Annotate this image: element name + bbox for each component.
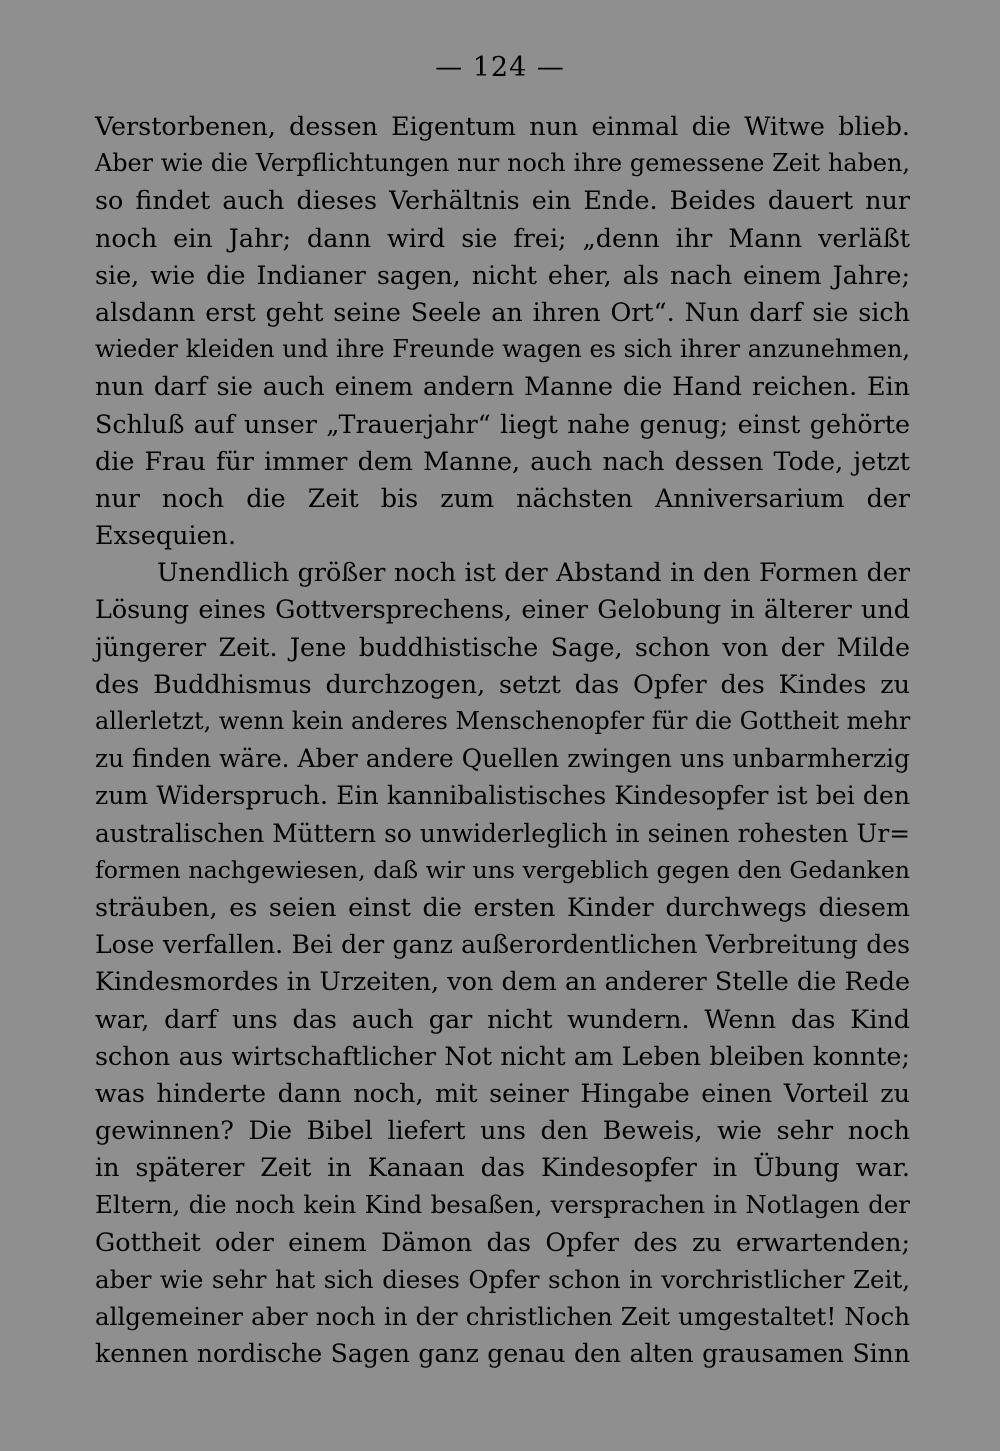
text-line: in späterer Zeit in Kanaan das Kindesopfer in Übung war. xyxy=(95,1152,910,1183)
text-line: Unendlich größer noch ist der Abstand in den Formen der xyxy=(157,557,910,588)
text-line: sträuben, es seien einst die ersten Kinder durchwegs diesem xyxy=(95,891,910,922)
text-line: zu finden wäre. Aber andere Quellen zwingen uns unbarmherzig xyxy=(95,744,910,774)
text-line: zum Widerspruch. Ein kannibalistisches Kindesopfer ist bei den xyxy=(95,781,910,811)
text-line: Aber wie die Verpflichtungen nur noch ihre gemessene Zeit haben, xyxy=(95,149,910,178)
text-line: Lösung eines Gottversprechens, einer Gelobung in älterer und xyxy=(95,594,910,625)
text-line: noch ein Jahr; dann wird sie frei; „denn ihr Mann verläßt xyxy=(95,222,910,253)
text-line: allgemeiner aber noch in der christlichen Zeit umgestaltet! Noch xyxy=(95,1302,910,1331)
text-line: Eltern, die noch kein Kind besaßen, versprachen in Notlagen der xyxy=(95,1190,910,1220)
text-line: wieder kleiden und ihre Freunde wagen es sich ihrer anzunehmen, xyxy=(95,335,910,364)
text-line: australischen Müttern so unwiderleglich in seinen rohesten Ur= xyxy=(95,818,910,848)
text-line: Lose verfallen. Bei der ganz außerordentlichen Verbreitung des xyxy=(95,930,910,960)
text-line: schon aus wirtschaftlicher Not nicht am Leben bleiben konnte; xyxy=(95,1040,910,1071)
page-number: — 124 — xyxy=(435,52,565,83)
text-line: was hinderte dann noch, mit seiner Hingabe einen Vorteil zu xyxy=(95,1077,910,1108)
text-line: Schluß auf unser „Trauerjahr“ liegt nahe genug; einst gehörte xyxy=(95,408,910,439)
text-line: nun darf sie auch einem andern Manne die Hand reichen. Ein xyxy=(95,371,910,402)
text-line: gewinnen? Die Bibel liefert uns den Beweis, wie sehr noch xyxy=(95,1115,910,1146)
text-line: die Frau für immer dem Manne, auch nach dessen Tode, jetzt xyxy=(95,445,910,476)
text-line: kennen nordische Sagen ganz genau den alten grausamen Sinn xyxy=(95,1339,910,1369)
text-line: Kindesmordes in Urzeiten, von dem an anderer Stelle die Rede xyxy=(95,966,910,997)
text-line: aber wie sehr hat sich dieses Opfer schon in vorchristlicher Zeit, xyxy=(95,1264,910,1294)
text-line: des Buddhismus durchzogen, setzt das Opfer des Kindes zu xyxy=(95,668,910,699)
text-line: so findet auch dieses Verhältnis ein Ende. Beides dauert nur xyxy=(95,185,910,216)
text-line: allerletzt, wenn kein anderes Menschenopfer für die Gottheit mehr xyxy=(95,707,911,735)
text-line: alsdann erst geht seine Seele an ihren Ort“. Nun darf sie sich xyxy=(95,296,910,327)
text-line: Exsequien. xyxy=(95,520,237,551)
text-line: Verstorbenen, dessen Eigentum nun einmal die Witwe blieb. xyxy=(95,111,910,141)
body-text xyxy=(95,108,910,1372)
text-line: formen nachgewiesen, daß wir uns vergeblich gegen den Gedanken xyxy=(95,855,910,884)
text-line: war, darf uns das auch gar nicht wundern. Wenn das Kind xyxy=(95,1003,910,1034)
text-line: Gottheit oder einem Dämon das Opfer des zu erwartenden; xyxy=(95,1226,910,1257)
text-line: sie, wie die Indianer sagen, nicht eher, als nach einem Jahre; xyxy=(95,259,910,290)
text-line: nur noch die Zeit bis zum nächsten Anniversarium der xyxy=(95,482,910,513)
text-line: jüngerer Zeit. Jene buddhistische Sage, schon von der Milde xyxy=(95,631,910,662)
